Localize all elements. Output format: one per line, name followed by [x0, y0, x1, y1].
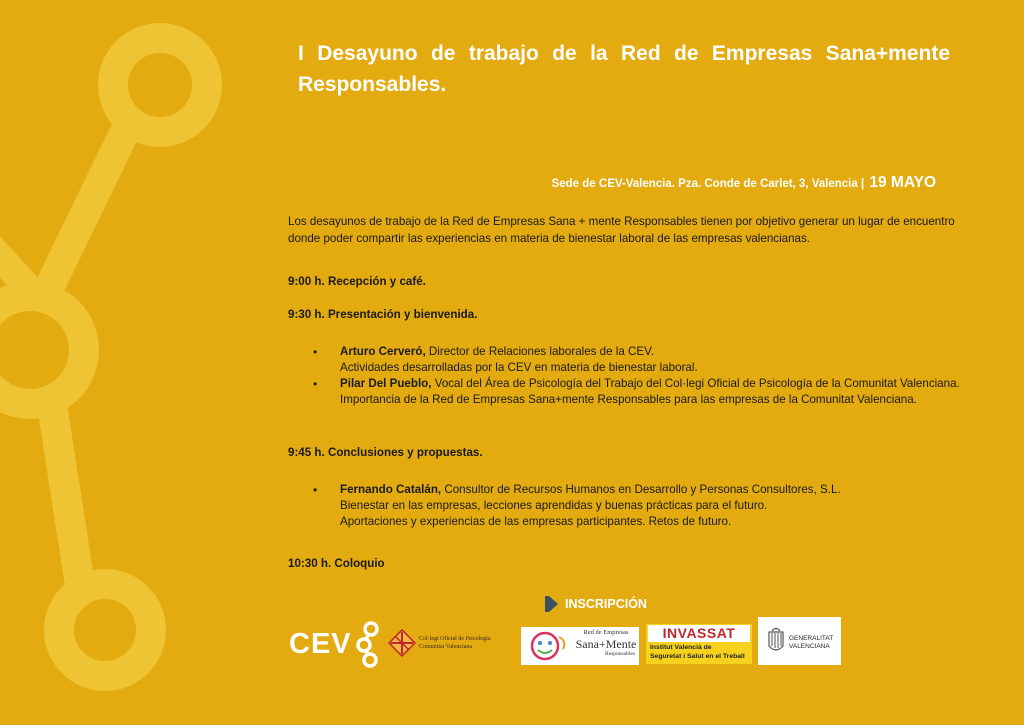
intro-paragraph: Los desayunos de trabajo de la Red de Empresas Sana + mente Responsables tienen por objetivo generar un lugar de encuentro donde poder compartir las experiencias en materia de bienestar laboral de las empresas valencianas.: [288, 215, 955, 245]
venue-text: Sede de CEV-Valencia. Pza. Conde de Carlet, 3, Valencia |: [551, 178, 865, 190]
bullet-icon: •: [313, 483, 318, 497]
red-empresas-face-icon: [523, 627, 573, 665]
speaker-list-0945: [313, 482, 960, 530]
inscripcion-label: INSCRIPCIÓN: [565, 597, 647, 611]
agenda-slot-0930: 9:30 h. Presentación y bienvenida.: [288, 308, 478, 321]
speaker-item: [313, 344, 960, 376]
speaker-role: Consultor de Recursos Humanos en Desarrollo y Personas Consultores, S.L.: [441, 483, 841, 496]
cev-chain-icon: [356, 620, 382, 668]
cop-line-2: Comunitat Valenciana: [419, 644, 473, 650]
cop-logo: [388, 629, 490, 657]
gva-logo: [758, 617, 841, 665]
event-venue: [552, 174, 936, 192]
red-empresas-logo: [521, 627, 639, 665]
gva-line-1: GENERALITAT: [789, 635, 834, 642]
cev-logo-text: CEV: [289, 627, 352, 660]
bullet-icon: •: [313, 377, 318, 391]
invassat-name: INVASSAT: [648, 625, 750, 642]
speaker-role: Director de Relaciones laborales de la CEV.: [425, 345, 655, 358]
red-line-2: Sana+Mente: [575, 637, 637, 651]
cop-shield-icon: [388, 629, 416, 657]
event-date: 19 MAYO: [869, 174, 936, 191]
talk-topic: Aportaciones y experiencias de las empresas participantes. Retos de futuro.: [340, 515, 732, 528]
gva-emblem-icon: [767, 626, 785, 656]
speaker-item: [313, 376, 960, 408]
red-line-3: Responsables: [605, 651, 635, 657]
invassat-logo: [646, 624, 752, 664]
invassat-line-2: Seguretat i Salut en el Treball: [650, 653, 745, 660]
agenda-slot-0900: 9:00 h. Recepción y café.: [288, 275, 426, 288]
speaker-list-0930: [313, 344, 960, 408]
talk-topic: Bienestar en las empresas, lecciones aprendidas y buenas prácticas para el futuro.: [340, 499, 768, 512]
speaker-name: Arturo Cerveró,: [340, 345, 426, 358]
invassat-line-1: Institut Valencià de: [650, 644, 712, 651]
cev-logo: [289, 620, 382, 668]
bullet-icon: •: [313, 345, 318, 359]
agenda-slot-1030: 10:30 h. Coloquio: [288, 557, 385, 570]
cop-line-1: Col·legi Oficial de Psicologia: [419, 636, 491, 642]
arrow-right-icon: [549, 596, 558, 612]
agenda-slot-0945: 9:45 h. Conclusiones y propuestas.: [288, 446, 483, 459]
speaker-item: [313, 482, 960, 530]
speaker-role: Vocal del Área de Psicología del Trabajo del Col·legi Oficial de Psicología de la Comunitat Valenciana.: [431, 377, 960, 390]
talk-topic: Actividades desarrolladas por la CEV en materia de bienestar laboral.: [340, 361, 698, 374]
red-line-1: Red de Empresas: [583, 629, 629, 636]
talk-topic: Importancia de la Red de Empresas Sana+mente Responsables para las empresas de la Comunitat Valenciana.: [340, 393, 917, 406]
event-title: I Desayuno de trabajo de la Red de Empresas Sana+mente Responsables.: [298, 42, 950, 96]
speaker-name: Fernando Catalán,: [340, 483, 442, 496]
gva-line-2: VALENCIANA: [789, 643, 830, 650]
speaker-name: Pilar Del Pueblo,: [340, 377, 432, 390]
inscripcion-link[interactable]: [549, 596, 647, 612]
